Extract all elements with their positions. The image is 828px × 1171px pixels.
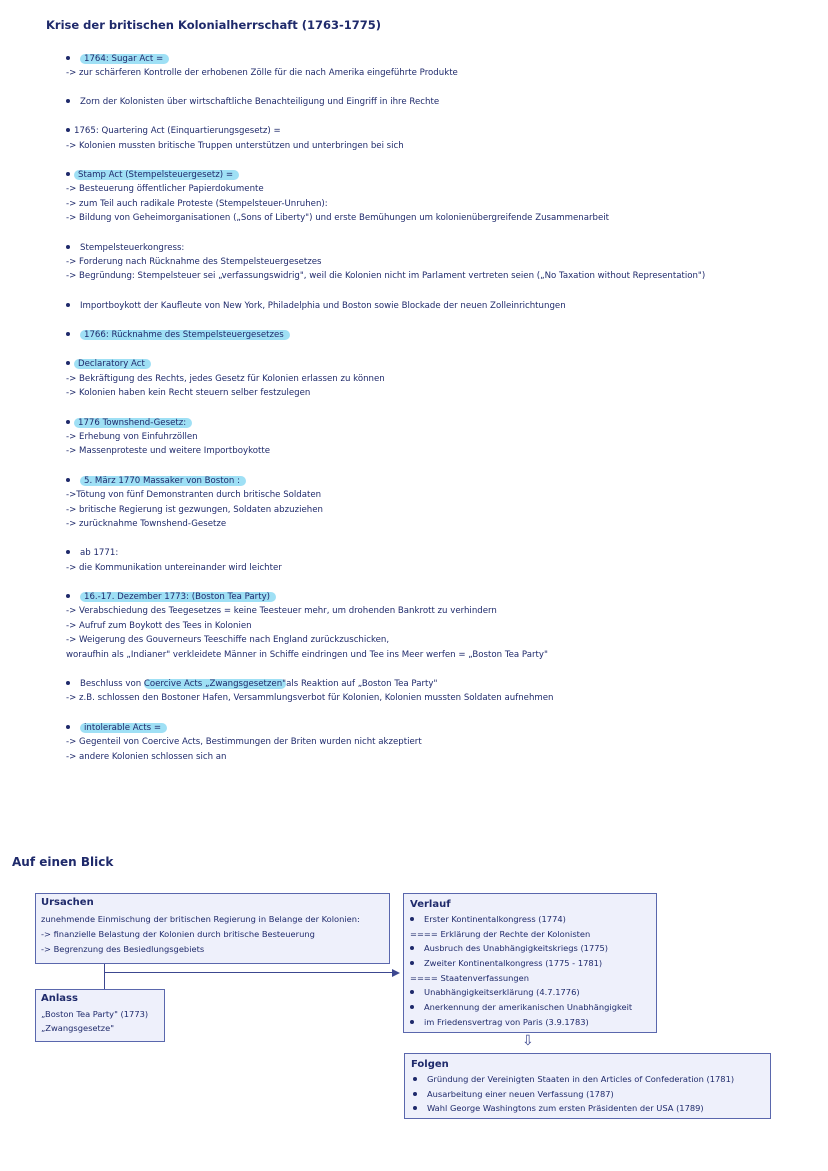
bullet-icon <box>413 1092 417 1096</box>
list-item: -> Kolonien haben kein Recht steuern selber festzulegen <box>66 388 311 398</box>
verlauf-title: Verlauf <box>410 899 451 910</box>
highlighted-heading: intolerable Acts = <box>80 723 167 733</box>
list-item: 1765: Quartering Act (Einquartierungsgesetz) = <box>66 126 281 137</box>
list-item <box>66 418 192 429</box>
folgen-box <box>404 1053 771 1119</box>
list-item <box>66 723 167 734</box>
list-item: Importboykott der Kaufleute von New York, Philadelphia und Boston sowie Blockade der neuen Zolleinrichtungen <box>66 301 566 312</box>
bullet-icon <box>410 946 414 950</box>
list-item: Stempelsteuerkongress: <box>66 243 184 254</box>
list-item: -> Begründung: Stempelsteuer sei „verfassungswidrig", weil die Kolonien nicht im Parlament vertreten seien („No Taxation without Representation") <box>66 271 706 281</box>
box-line: -> Begrenzung des Besiedlungsgebiets <box>41 944 205 954</box>
list-item <box>66 330 290 341</box>
box-line: ==== Erklärung der Rechte der Kolonisten <box>410 929 591 939</box>
list-item: -> Erhebung von Einfuhrzöllen <box>66 432 198 442</box>
list-item: -> Verabschiedung des Teegesetzes = keine Teesteuer mehr, um drohenden Bankrott zu verhindern <box>66 606 497 616</box>
box-line: Ausarbeitung einer neuen Verfassung (1787) <box>413 1089 614 1100</box>
list-item: -> andere Kolonien schlossen sich an <box>66 752 227 762</box>
bullet-icon <box>66 332 70 336</box>
list-item: -> zum Teil auch radikale Proteste (Stempelsteuer-Unruhen): <box>66 199 328 209</box>
box-line: zunehmende Einmischung der britischen Regierung in Belange der Kolonien: <box>41 914 360 924</box>
list-item: ->Tötung von fünf Demonstranten durch britische Soldaten <box>66 490 322 500</box>
box-line: Zweiter Kontinentalkongress (1775 - 1781) <box>410 958 602 969</box>
box-line: Wahl George Washingtons zum ersten Präsidenten der USA (1789) <box>413 1103 704 1114</box>
box-line: „Boston Tea Party" (1773) <box>41 1009 149 1019</box>
list-item: -> Kolonien mussten britische Truppen unterstützen und unterbringen bei sich <box>66 141 404 151</box>
list-item <box>66 359 151 370</box>
anlass-box <box>35 989 165 1042</box>
list-item: -> zurücknahme Townshend-Gesetze <box>66 519 227 529</box>
box-line: -> finanzielle Belastung der Kolonien durch britische Besteuerung <box>41 929 315 939</box>
list-item: ab 1771: <box>66 548 118 559</box>
bullet-icon <box>66 361 70 365</box>
arrow-down-icon: ⇩ <box>522 1033 534 1049</box>
bullet-icon <box>410 1005 414 1009</box>
box-line: Anerkennung der amerikanischen Unabhängigkeit <box>410 1002 632 1013</box>
bullet-icon <box>66 681 70 685</box>
list-item: woraufhin als „Indianer" verkleidete Männer in Schiffe eindringen und Tee ins Meer werfen = „Boston Tea Party" <box>66 650 548 660</box>
bullet-icon <box>66 594 70 598</box>
list-item: -> z.B. schlossen den Bostoner Hafen, Versammlungsverbot für Kolonien, Kolonien mussten Soldaten aufnehmen <box>66 693 554 703</box>
arrow-right-icon <box>392 969 400 977</box>
list-item: Beschluss von Coercive Acts „Zwangsgesetzen"als Reaktion auf „Boston Tea Party" <box>66 679 437 690</box>
highlighted-heading: Declaratory Act <box>74 359 151 369</box>
ursachen-title: Ursachen <box>41 897 94 908</box>
list-item: -> Bekräftigung des Rechts, jedes Gesetz für Kolonien erlassen zu können <box>66 374 385 384</box>
bullet-icon <box>413 1077 417 1081</box>
bullet-icon <box>66 245 70 249</box>
bullet-icon <box>413 1106 417 1110</box>
bullet-icon <box>66 550 70 554</box>
bullet-icon <box>66 478 70 482</box>
highlighted-heading: 1776 Townshend-Gesetz: <box>74 418 192 428</box>
highlighted-heading: 16.-17. Dezember 1773: (Boston Tea Party) <box>80 592 276 602</box>
highlighted-heading: 1764: Sugar Act = <box>80 54 169 64</box>
list-item: -> britische Regierung ist gezwungen, Soldaten abzuziehen <box>66 505 323 515</box>
anlass-title: Anlass <box>41 993 78 1004</box>
bullet-icon <box>66 99 70 103</box>
list-item: Zorn der Kolonisten über wirtschaftliche Benachteiligung und Eingriff in ihre Rechte <box>66 97 439 108</box>
folgen-title: Folgen <box>411 1059 449 1070</box>
bullet-icon <box>66 172 70 176</box>
highlighted-heading: Coercive Acts „Zwangsgesetzen" <box>143 679 287 689</box>
list-item: -> Forderung nach Rücknahme des Stempelsteuergesetzes <box>66 257 322 267</box>
highlighted-heading: Stamp Act (Stempelsteuergesetz) = <box>74 170 239 180</box>
box-line: „Zwangsgesetze" <box>41 1023 115 1033</box>
list-item <box>66 54 169 65</box>
highlighted-heading: 1766: Rücknahme des Stempelsteuergesetzes <box>80 330 290 340</box>
list-item: -> Massenproteste und weitere Importboykotte <box>66 446 271 456</box>
overview-heading: Auf einen Blick <box>12 855 114 869</box>
list-item: -> die Kommunikation untereinander wird leichter <box>66 563 282 573</box>
page-title: Krise der britischen Kolonialherrschaft (1763-1775) <box>46 18 382 32</box>
list-item <box>66 170 239 181</box>
bullet-icon <box>66 725 70 729</box>
bullet-icon <box>66 128 70 132</box>
bullet-icon <box>410 1020 414 1024</box>
highlighted-heading: 5. März 1770 Massaker von Boston : <box>80 476 246 486</box>
bullet-icon <box>66 420 70 424</box>
list-item: -> zur schärferen Kontrolle der erhobenen Zölle für die nach Amerika eingeführte Produkte <box>66 68 458 78</box>
bullet-icon <box>410 961 414 965</box>
connector-line <box>104 964 105 990</box>
box-line: Erster Kontinentalkongress (1774) <box>410 914 566 925</box>
bullet-icon <box>410 917 414 921</box>
verlauf-box <box>403 893 657 1033</box>
box-line: ==== Staatenverfassungen <box>410 973 529 983</box>
box-line: Unabhängigkeitserklärung (4.7.1776) <box>410 987 580 998</box>
bullet-icon <box>66 303 70 307</box>
list-item: -> Weigerung des Gouverneurs Teeschiffe nach England zurückzuschicken, <box>66 635 390 645</box>
box-line: Gründung der Vereinigten Staaten in den Articles of Confederation (1781) <box>413 1074 734 1085</box>
box-line: im Friedensvertrag von Paris (3.9.1783) <box>410 1017 589 1028</box>
ursachen-box <box>35 893 390 964</box>
list-item: -> Besteuerung öffentlicher Papierdokumente <box>66 184 264 194</box>
box-line: Ausbruch des Unabhängigkeitskriegs (1775) <box>410 943 608 954</box>
list-item: -> Bildung von Geheimorganisationen („Sons of Liberty") und erste Bemühungen um kolonienübergreifende Zusammenarbeit <box>66 213 610 223</box>
connector-line <box>104 972 392 973</box>
bullet-icon <box>410 990 414 994</box>
list-item <box>66 592 276 603</box>
bullet-icon <box>66 56 70 60</box>
list-item: -> Gegenteil von Coercive Acts, Bestimmungen der Briten wurden nicht akzeptiert <box>66 737 422 747</box>
list-item <box>66 476 246 487</box>
list-item: -> Aufruf zum Boykott des Tees in Kolonien <box>66 621 252 631</box>
